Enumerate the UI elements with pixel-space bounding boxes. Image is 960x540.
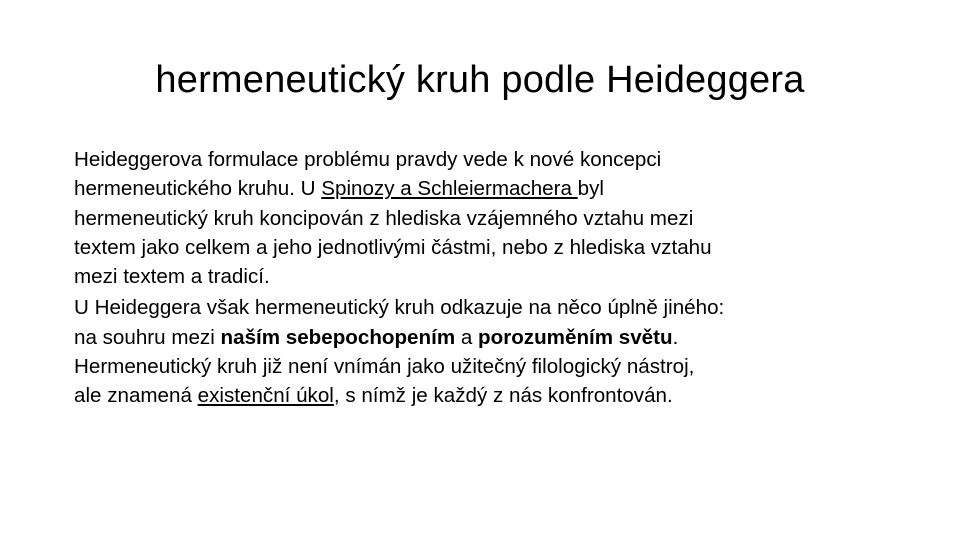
paragraph-1-line-5: mezi textem a tradicí.: [74, 265, 270, 289]
paragraph-2-line-1: U Heideggera však hermeneutický kruh odkazuje na něco úplně jiného:: [74, 296, 725, 320]
paragraph-2-line-4: ale znamená existenční úkol, s nímž je každý z nás konfrontován.: [74, 384, 673, 408]
paragraph-1-line-3: hermeneutický kruh koncipován z hlediska vzájemného vztahu mezi: [74, 206, 694, 230]
slide-title: hermeneutický kruh podle Heideggera: [155, 59, 805, 101]
slide-body: [74, 145, 914, 411]
self-understanding-term: naším sebepochopením: [220, 325, 456, 349]
paragraph-2: [74, 293, 914, 410]
paragraph-1: [74, 145, 914, 291]
world-understanding-term: porozuměním světu: [478, 325, 673, 349]
paragraph-1-line-1: Heideggerova formulace problému pravdy vede k nové koncepci: [74, 148, 662, 171]
paragraph-2-line-2: na souhru mezi naším sebepochopením a porozuměním světu.: [74, 325, 679, 349]
paragraph-2-line-3: Hermeneutický kruh již není vnímán jako užitečný filologický nástroj,: [74, 355, 695, 379]
existential-task-link[interactable]: existenční úkol: [197, 384, 334, 408]
paragraph-1-line-4: textem jako celkem a jeho jednotlivými částmi, nebo z hlediska vztahu: [74, 235, 712, 259]
paragraph-1-line-2: hermeneutického kruhu. U Spinozy a Schleiermachera byl: [74, 177, 604, 201]
spinoza-schleiermacher-link[interactable]: Spinozy a Schleiermachera: [321, 177, 578, 201]
